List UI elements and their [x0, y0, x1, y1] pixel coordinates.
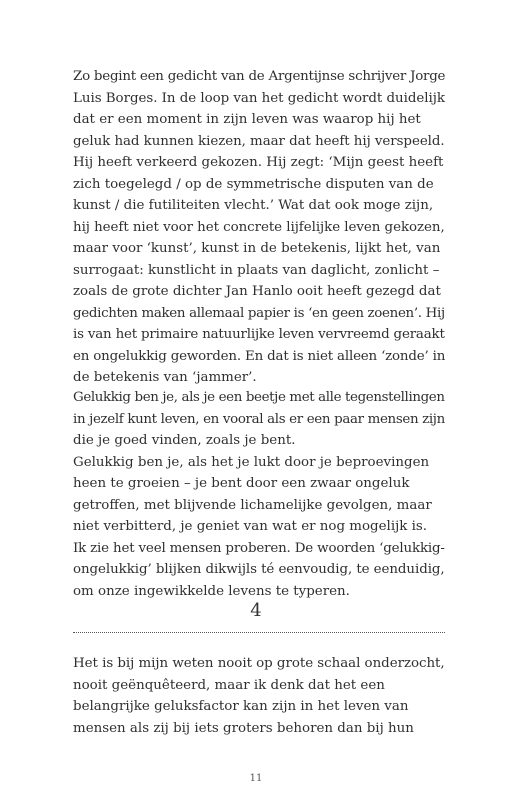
text-line: en ongelukkig geworden. En dat is niet alleen ‘zonde’ in [73, 348, 446, 364]
text-line: Zo begint een gedicht van de Argentijnse schrijver Jorge [73, 69, 446, 84]
text-line: ongelukkig’ blijken dikwijls té eenvoudig, te eenduidig, [73, 562, 445, 577]
text-line: kunst / die futiliteiten vlecht.’ Wat dat ook moge zijn, [73, 198, 434, 213]
text-line: geluk had kunnen kiezen, maar dat heeft hij verspeeld. [73, 133, 445, 149]
text-line: Gelukkig ben je, als je een beetje met alle tegenstellingen [73, 390, 445, 405]
text-line: die je goed vinden, zoals je bent. [73, 433, 296, 448]
text-line: Luis Borges. In de loop van het gedicht wordt duidelijk [73, 90, 445, 106]
text-line: nooit geënquêteerd, maar ik denk dat het een [73, 677, 385, 693]
text-line: zoals de grote dichter Jan Hanlo ooit heeft gezegd dat [73, 284, 441, 299]
text-line: getroffen, met blijvende lichamelijke gevolgen, maar [73, 497, 432, 513]
text-line: gedichten maken allemaal papier is ‘en geen zoenen’. Hij [73, 305, 445, 321]
text-line: is van het primaire natuurlijke leven vervreemd geraakt [73, 327, 445, 342]
text-line: belangrijke geluksfactor kan zijn in het leven van [73, 699, 409, 714]
text-line: de betekenis van ‘jammer’. [73, 370, 257, 385]
text-line: Ik zie het veel mensen proberen. De woorden ‘gelukkig- [73, 540, 445, 556]
text-line: dat er een moment in zijn leven was waarop hij het [73, 112, 421, 127]
text-line: niet verbitterd, je geniet van wat er nog mogelijk is. [73, 519, 428, 534]
text-line: hij heeft niet voor het concrete lijfelijke leven gekozen, [73, 219, 445, 235]
text-line: maar voor ‘kunst’, kunst in de betekenis, lijkt het, van [73, 241, 441, 256]
section-number: 4 [250, 600, 262, 621]
text-line: surrogaat: kunstlicht in plaats van daglicht, zonlicht – [73, 262, 440, 278]
text-line: Hij heeft verkeerd gekozen. Hij zegt: ‘Mijn geest heeft [73, 155, 444, 170]
paragraph-borges [73, 66, 445, 389]
text-line: Gelukkig ben je, als het je lukt door je beproevingen [73, 454, 430, 470]
page-number: 11 [249, 773, 263, 784]
paragraph-section-4 [73, 653, 445, 739]
text-line: mensen als zij bij iets groters behoren dan bij hun [73, 720, 414, 736]
text-line: om onze ingewikkelde levens te typeren. [73, 583, 350, 599]
text-line: Het is bij mijn weten nooit op grote schaal onderzocht, [73, 656, 445, 671]
text-line: heen te groeien – je bent door een zwaar ongeluk [73, 476, 410, 491]
section-divider [73, 632, 445, 633]
text-line: in jezelf kunt leven, en vooral als er een paar mensen zijn [73, 411, 445, 427]
paragraph-gelukkig [73, 387, 445, 602]
text-line: zich toegelegd / op de symmetrische disputen van de [73, 176, 434, 192]
